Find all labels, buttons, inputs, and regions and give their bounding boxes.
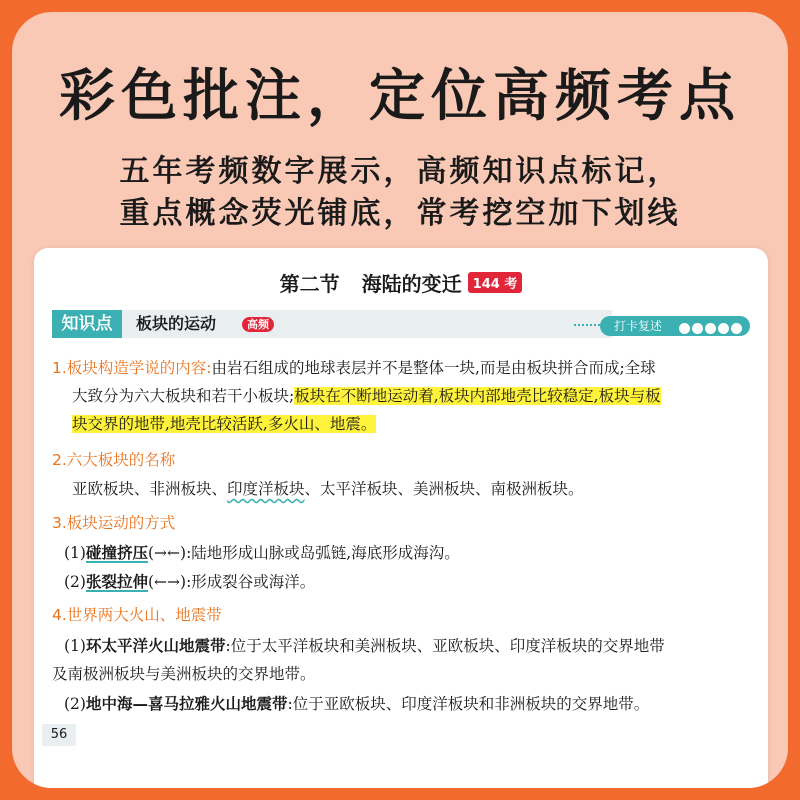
item3-sub1: [64, 541, 764, 563]
item4-sub1-text2: 及南极洲板块与美洲板块的交界地带。: [52, 665, 316, 683]
review-label: 打卡复述: [614, 319, 663, 333]
item4-sub1-cont: [52, 662, 752, 684]
review-checkin-pill: [600, 316, 750, 336]
inner-panel: [12, 12, 788, 788]
high-frequency-badge: 高频: [242, 317, 274, 332]
item4-sub2-num: (2): [64, 695, 86, 713]
headline: 彩色批注，定位高频考点: [59, 64, 741, 129]
knowledge-point-tag: 知识点: [52, 310, 122, 338]
item4-sub1-text: :位于太平洋板块和美洲板块、亚欧板块、印度洋板块的交界地带: [225, 637, 665, 655]
item4-pacific-belt: 环太平洋火山地震带: [85, 637, 226, 655]
item3-sub1-text: :陆地形成山脉或岛弧链,海底形成海沟。: [186, 544, 460, 562]
item1-highlight-b: 板块在不断地运动着,板块内部地壳比较稳定,板块与板: [294, 387, 661, 405]
item2-heading-line: [52, 448, 752, 470]
section-name: 海陆的变迁: [361, 272, 462, 296]
page-number: 56: [42, 724, 76, 746]
dot-icon: [692, 323, 703, 334]
item4-sub1-num: (1): [64, 637, 86, 655]
subheadline-line1: 五年考频数字展示，高频知识点标记，: [119, 154, 681, 189]
dot-icon: [718, 323, 729, 334]
item3-sub2-symbol: (←→): [147, 573, 187, 591]
item4-heading-line: [52, 603, 752, 625]
section-number: 第二节: [279, 272, 340, 296]
item3-sub2-num: (2): [64, 573, 86, 591]
dot-icon: [679, 323, 690, 334]
book-page: [34, 248, 768, 788]
item2-text-line: [72, 477, 768, 499]
item3-sub1-symbol: (→←): [147, 544, 187, 562]
dot-icon: [731, 323, 742, 334]
item4-sub1: [64, 634, 764, 656]
item2-text-p1: 亚欧板块、非洲板块、: [72, 480, 228, 498]
item3-sub2: [64, 570, 764, 592]
knowledge-point-bar: [52, 310, 612, 338]
item2-heading: 2.六大板块的名称: [52, 451, 176, 469]
item1-line3: [72, 412, 768, 434]
dot-icon: [705, 323, 716, 334]
item4-mediterranean-belt: 地中海—喜马拉雅火山地震带: [85, 695, 288, 713]
item4-sub2: [64, 692, 764, 714]
subheadline-line2: 重点概念荧光铺底，常考挖空加下划线: [119, 196, 681, 231]
item4-heading: 4.世界两大火山、地震带: [52, 606, 222, 624]
item3-sub1-num: (1): [64, 544, 86, 562]
item3-sub2-text: :形成裂谷或海洋。: [186, 573, 316, 591]
section-title: [34, 268, 768, 297]
item2-indian-ocean-plate: 印度洋板块: [227, 480, 305, 498]
item3-heading: 3.板块运动的方式: [52, 514, 176, 532]
exam-count-badge: 144 考: [468, 272, 523, 293]
item1-heading: 1.板块构造学说的内容:: [52, 359, 212, 377]
item1-text-b: 大致分为六大板块和若干小板块;: [72, 387, 295, 405]
item4-sub2-text: :位于亚欧板块、印度洋板块和非洲板块的交界地带。: [287, 695, 650, 713]
knowledge-point-topic: 板块的运动: [136, 314, 217, 333]
item3-heading-line: [52, 511, 752, 533]
item2-text-p3: 、太平洋板块、美洲板块、南极洲板块。: [304, 480, 584, 498]
item3-collision-key: 碰撞挤压: [85, 544, 148, 562]
review-dots: [677, 320, 742, 340]
item1-highlight-c: 块交界的地带,地壳比较活跃,多火山、地震。: [72, 415, 377, 433]
item1-line1: [52, 356, 752, 378]
item1-line2: [72, 384, 768, 406]
item1-text-a: 由岩石组成的地球表层并不是整体一块,而是由板块拼合而成;全球: [211, 359, 656, 377]
item3-rifting-key: 张裂拉伸: [85, 573, 148, 591]
